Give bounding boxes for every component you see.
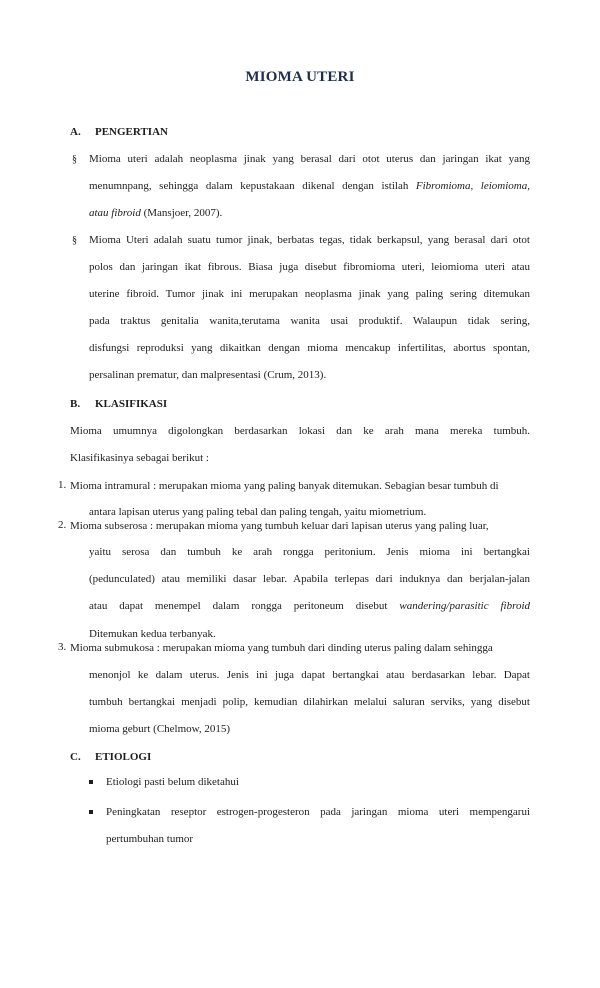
list-item-1-number: 1. bbox=[58, 479, 67, 491]
section-c-letter: C. bbox=[70, 751, 81, 763]
section-b-letter: B. bbox=[70, 398, 81, 410]
list-item-2-text: Mioma subserosa : merupakan mioma yang tumbuh keluar dari lapisan uterus yang paling luar, bbox=[70, 520, 489, 532]
section-c-bullet1-text: Etiologi pasti belum diketahui bbox=[106, 776, 239, 788]
section-b-intro: Mioma umumnya digolongkan berdasarkan lokasi dan ke arah mana mereka tumbuh. Klasifikasinya sebagai berikut : bbox=[70, 425, 530, 464]
list-item-1-continued: antara lapisan uterus yang paling tebal dan paling tengah, yaitu miometrium. bbox=[89, 506, 427, 518]
section-a-title: PENGERTIAN bbox=[95, 126, 168, 138]
section-c-title: ETIOLOGI bbox=[95, 751, 152, 763]
list-item-2-last-line: Ditemukan kedua terbanyak. bbox=[89, 628, 216, 640]
section-a-letter: A. bbox=[70, 126, 81, 138]
section-a-bullet1-continued: menumnpang, sehingga dalam kepustakaan dikenal dengan istilah Fibromioma, leiomioma, atau fibroid (Mansjoer, 2007). bbox=[89, 180, 530, 219]
list-item-2-number: 2. bbox=[58, 519, 67, 531]
list-item-1-text: Mioma intramural : merupakan mioma yang paling banyak ditemukan. Sebagian besar tumbuh di bbox=[70, 480, 499, 492]
section-b-heading bbox=[70, 398, 167, 410]
list-item-3-number: 3. bbox=[58, 641, 67, 653]
list-item-2-continued: yaitu serosa dan tumbuh ke arah rongga peritonium. Jenis mioma ini bertangkai (pedunculated) atau memiliki dasar lebar. Apabila terlepas dari induknya dan berjalan-jalan atau dapat menempel dalam rongga peritoneum disebut wandering/parasitic fibroid bbox=[89, 546, 530, 612]
list-item-3-text: Mioma submukosa : merupakan mioma yang tumbuh dari dinding uterus paling dalam sehingga bbox=[70, 642, 493, 654]
section-c-bullet2-text: Peningkatan reseptor estrogen-progesteron pada jaringan mioma uteri mempengarui pertumbuhan tumor bbox=[106, 806, 530, 845]
list-item-3-continued: menonjol ke dalam uterus. Jenis ini juga dapat bertangkai atau berdasarkan lebar. Dapat tumbuh bertangkai menjadi polip, kemudian dilahirkan melalui saluran serviks, yang disebut mioma geburt (Chelmow, 2015) bbox=[89, 669, 530, 735]
section-a-heading bbox=[70, 126, 168, 138]
section-a-bullet1-text: Mioma uteri adalah neoplasma jinak yang berasal dari otot uterus dan jaringan ikat yang bbox=[89, 153, 530, 165]
section-a-bullet2-mark: § bbox=[72, 235, 77, 246]
section-a-bullet2-text: Mioma Uteri adalah suatu tumor jinak, berbatas tegas, tidak berkapsul, yang berasal dari otot polos dan jaringan ikat fibrous. Biasa juga disebut fibromioma uteri, leiomioma uteri atau uterine fibroid. Tumor jinak ini merupakan neoplasma jinak yang paling sering ditemukan pada traktus genitalia wanita,terutama wanita usai produktif. Walaupun tidak sering, disfungsi reproduksi yang dikaitkan dengan mioma mencakup infertilitas, abortus spontan, persalinan prematur, dan malpresentasi (Crum, 2013). bbox=[89, 234, 530, 381]
square-bullet-icon bbox=[89, 780, 93, 784]
section-a-bullet1-mark: § bbox=[72, 154, 77, 165]
page-title: MIOMA UTERI bbox=[245, 69, 355, 85]
section-b-title: KLASIFIKASI bbox=[95, 398, 168, 410]
section-c-heading bbox=[70, 751, 151, 763]
square-bullet-icon bbox=[89, 810, 93, 814]
